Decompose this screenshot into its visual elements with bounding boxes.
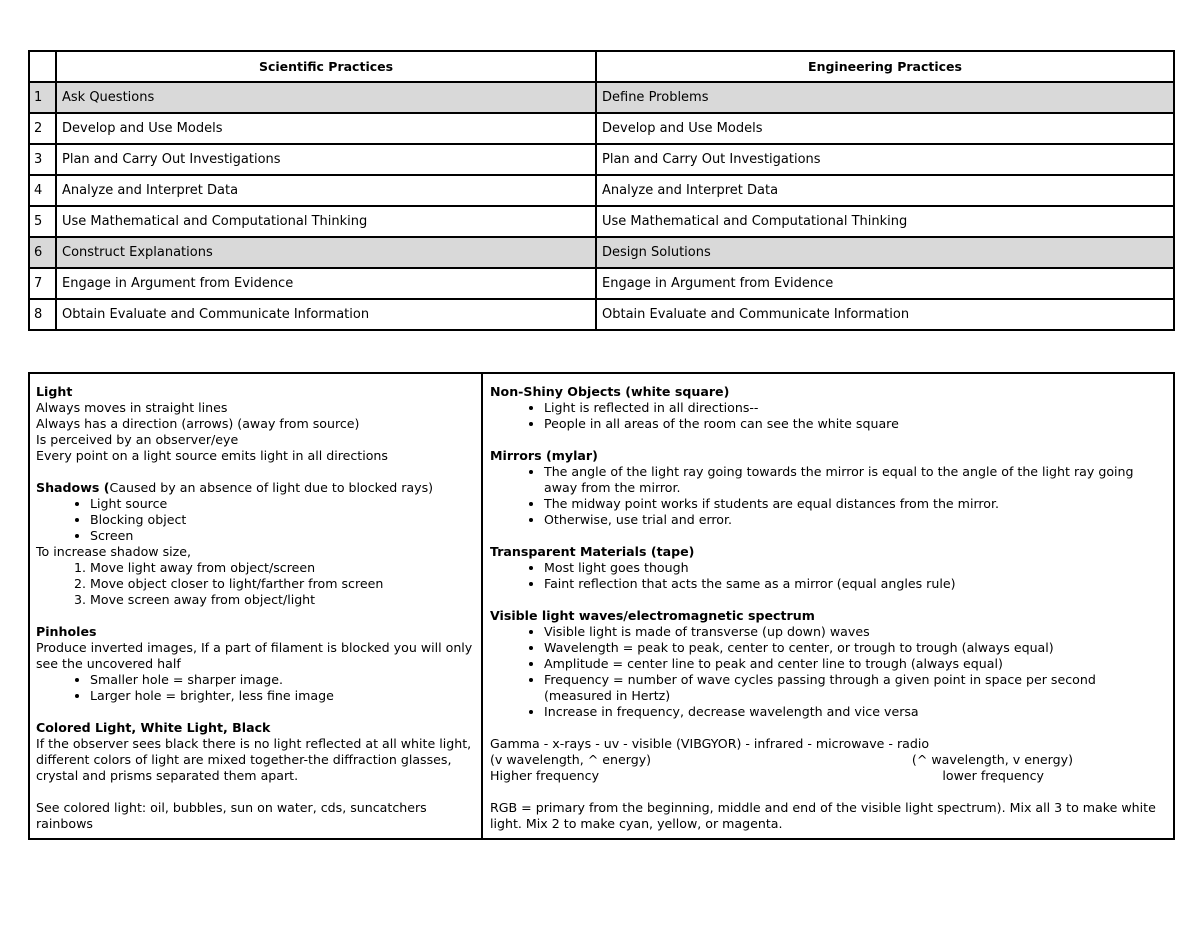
header-num [29,51,56,82]
list-item: 1. Move light away from object/screen [90,560,475,576]
notes-right-column [483,374,1173,838]
row-number: 7 [29,268,56,299]
scientific-practice: Use Mathematical and Computational Thinking [56,206,596,237]
scientific-practice: Construct Explanations [56,237,596,268]
light-heading: Light [36,384,73,399]
list-item: • Screen [90,528,475,544]
table-row [29,144,1174,175]
notes-box [28,372,1175,840]
engineering-practice: Obtain Evaluate and Communicate Information [596,299,1174,330]
light-line: Always moves in straight lines [36,400,228,415]
table-row [29,268,1174,299]
list-item: • Frequency = number of wave cycles passing through a given point in space per second (measured in Hertz) [544,672,1167,704]
transparent-list [490,560,1167,592]
visible-light-list [490,624,1167,720]
engineering-practice: Develop and Use Models [596,113,1174,144]
scientific-practice: Analyze and Interpret Data [56,175,596,206]
row-number: 1 [29,82,56,113]
transparent-heading: Transparent Materials (tape) [490,544,695,559]
light-line: Is perceived by an observer/eye [36,432,239,447]
shadow-increase-text: To increase shadow size, [36,544,192,559]
mirrors-heading: Mirrors (mylar) [490,448,598,463]
spectrum-right-frequency: lower frequency [942,768,1044,783]
list-item: • Visible light is made of transverse (up down) waves [544,624,1167,640]
nonshiny-list [490,400,1167,432]
shadows-heading [36,480,475,496]
colored-light-examples: See colored light: oil, bubbles, sun on water, cds, suncatchers rainbows [36,800,427,831]
table-row [29,206,1174,237]
table-header-row [29,51,1174,82]
list-item: 2. Move object closer to light/farther from screen [90,576,475,592]
colored-light-text: If the observer sees black there is no light reflected at all white light, different colors of light are mixed together-the diffraction glasses, crystal and prisms separated them apart. [36,736,472,783]
nonshiny-heading: Non-Shiny Objects (white square) [490,384,730,399]
shadows-list [36,496,475,544]
mirrors-list [490,464,1167,528]
row-number: 5 [29,206,56,237]
list-item: • Smaller hole = sharper image. [90,672,475,688]
list-item: • The midway point works if students are equal distances from the mirror. [544,496,1167,512]
light-line: Always has a direction (arrows) (away from source) [36,416,360,431]
engineering-practice: Define Problems [596,82,1174,113]
scientific-practice: Obtain Evaluate and Communicate Information [56,299,596,330]
list-item: • Otherwise, use trial and error. [544,512,1167,528]
engineering-practice: Design Solutions [596,237,1174,268]
list-item: • People in all areas of the room can see the white square [544,416,1167,432]
shadows-heading-bold: Shadows ( [36,480,110,495]
table-row [29,237,1174,268]
engineering-practice: Analyze and Interpret Data [596,175,1174,206]
scientific-practice: Engage in Argument from Evidence [56,268,596,299]
list-item: • The angle of the light ray going towards the mirror is equal to the angle of the light ray going away from the mirror. [544,464,1167,496]
header-engineering-practices: Engineering Practices [596,51,1174,82]
engineering-practice: Use Mathematical and Computational Thinking [596,206,1174,237]
visible-light-heading: Visible light waves/electromagnetic spectrum [490,608,815,623]
table-row [29,299,1174,330]
shadows-heading-rest: Caused by an absence of light due to blocked rays) [109,480,434,495]
spectrum-left-frequency: Higher frequency [490,768,600,783]
list-item: • Amplitude = center line to peak and center line to trough (always equal) [544,656,1167,672]
pinholes-list [36,672,475,704]
list-item: • Most light goes though [544,560,1167,576]
list-item: • Light is reflected in all directions-- [544,400,1167,416]
spectrum-right-note: (^ wavelength, v energy) [911,752,1073,767]
header-scientific-practices: Scientific Practices [56,51,596,82]
pinholes-text: Produce inverted images, If a part of filament is blocked you will only see the uncovered half [36,640,473,671]
light-line: Every point on a light source emits light in all directions [36,448,388,463]
colored-light-heading: Colored Light, White Light, Black [36,720,271,735]
list-item: 3. Move screen away from object/light [90,592,475,608]
rgb-text: RGB = primary from the beginning, middle and end of the visible light spectrum). Mix all 3 to make white light. Mix 2 to make cyan, yellow, or magenta. [490,800,1156,831]
list-item: • Increase in frequency, decrease wavelength and vice versa [544,704,1167,720]
list-item: • Faint reflection that acts the same as a mirror (equal angles rule) [544,576,1167,592]
table-row [29,113,1174,144]
row-number: 6 [29,237,56,268]
list-item: • Blocking object [90,512,475,528]
shadow-steps-list [36,560,475,608]
row-number: 3 [29,144,56,175]
spectrum-left-note: (v wavelength, ^ energy) [490,752,652,767]
spectrum-frequency-row [490,768,1167,784]
list-item: • Light source [90,496,475,512]
spectrum-energy-row [490,752,1167,768]
scientific-practice: Develop and Use Models [56,113,596,144]
pinholes-heading: Pinholes [36,624,97,639]
table-row [29,82,1174,113]
row-number: 8 [29,299,56,330]
spectrum-line: Gamma - x-rays - uv - visible (VIBGYOR) - infrared - microwave - radio [490,736,930,751]
table-row [29,175,1174,206]
scientific-practice: Ask Questions [56,82,596,113]
practices-table [28,50,1175,331]
row-number: 4 [29,175,56,206]
row-number: 2 [29,113,56,144]
list-item: • Wavelength = peak to peak, center to center, or trough to trough (always equal) [544,640,1167,656]
list-item: • Larger hole = brighter, less fine image [90,688,475,704]
scientific-practice: Plan and Carry Out Investigations [56,144,596,175]
engineering-practice: Engage in Argument from Evidence [596,268,1174,299]
engineering-practice: Plan and Carry Out Investigations [596,144,1174,175]
notes-left-column [30,374,483,838]
